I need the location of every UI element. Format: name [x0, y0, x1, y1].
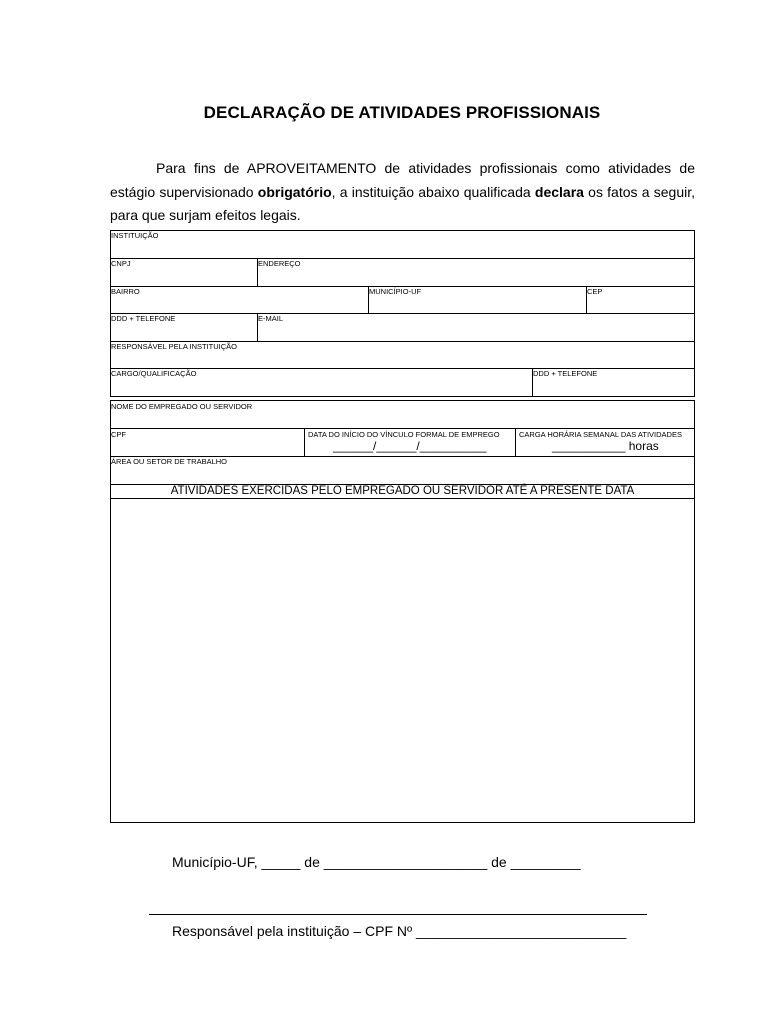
label-cnpj: CNPJ [111, 259, 131, 268]
field-data-inicio[interactable] [304, 428, 515, 456]
intro-text-3: os fatos a seguir, para que surjam efeitos legais. [110, 183, 695, 223]
label-ddd-telefone-2: DDD + TELEFONE [533, 369, 598, 378]
field-area[interactable] [111, 456, 694, 484]
field-bairro[interactable] [111, 286, 368, 313]
label-municipio: MUNICÍPIO-UF [369, 287, 422, 296]
data-inicio-blank: ______/______/__________ [333, 439, 487, 453]
field-ddd-telefone[interactable] [111, 313, 257, 341]
label-bairro: BAIRRO [111, 287, 140, 296]
document-title: DECLARAÇÃO DE ATIVIDADES PROFISSIONAIS [203, 103, 601, 122]
signature-line [149, 914, 647, 915]
label-cpf: CPF [111, 430, 126, 439]
field-endereco[interactable] [257, 258, 694, 286]
field-cep[interactable] [586, 286, 694, 313]
field-cpf[interactable] [111, 428, 304, 456]
label-ddd-telefone: DDD + TELEFONE [111, 314, 176, 323]
activities-header: ATIVIDADES EXERCIDAS PELO EMPREGADO OU SERVIDOR ATÉ A PRESENTE DATA [170, 485, 635, 497]
field-email[interactable] [257, 313, 694, 341]
activities-area[interactable] [111, 499, 694, 822]
signature-caption: Responsável pela instituição – CPF Nº ___________________________ [172, 923, 627, 939]
field-nome[interactable] [111, 401, 694, 428]
intro-text-1: Para fins de APROVEITAMENTO de atividades profissionais como atividades de estágio supervisionado [110, 160, 695, 200]
label-data-inicio: DATA DO INÍCIO DO VÍNCULO FORMAL DE EMPREGO [308, 430, 500, 439]
field-cnpj[interactable] [111, 258, 257, 286]
place-date-line: Município-UF, _____ de _____________________ de _________ [172, 854, 581, 870]
field-responsavel[interactable] [111, 341, 694, 368]
label-email: E-MAIL [258, 314, 284, 323]
intro-bold-declara: declara [534, 183, 584, 200]
field-carga-horaria[interactable] [515, 428, 694, 456]
employee-form [110, 400, 695, 823]
field-ddd-telefone-2[interactable] [532, 368, 694, 397]
field-cargo[interactable] [111, 368, 532, 397]
label-carga-horaria: CARGA HORÁRIA SEMANAL DAS ATIVIDADES [519, 430, 682, 439]
label-cargo: CARGO/QUALIFICAÇÃO [111, 369, 197, 378]
intro-bold-obrigatorio: obrigatório [257, 183, 332, 200]
carga-horaria-blank: ___________ horas [552, 439, 659, 453]
label-instituicao: INSTITUIÇÃO [111, 231, 159, 240]
label-responsavel: RESPONSÁVEL PELA INSTITUIÇÃO [111, 342, 238, 351]
label-nome: NOME DO EMPREGADO OU SERVIDOR [111, 402, 253, 411]
field-instituicao[interactable] [111, 231, 694, 258]
institution-form [110, 230, 695, 397]
intro-paragraph [110, 157, 695, 228]
label-area: ÁREA OU SETOR DE TRABALHO [111, 457, 228, 466]
label-cep: CEP [587, 287, 603, 296]
intro-text-2: , a instituição abaixo qualificada [331, 183, 535, 200]
field-municipio[interactable] [368, 286, 586, 313]
label-endereco: ENDEREÇO [258, 259, 301, 268]
